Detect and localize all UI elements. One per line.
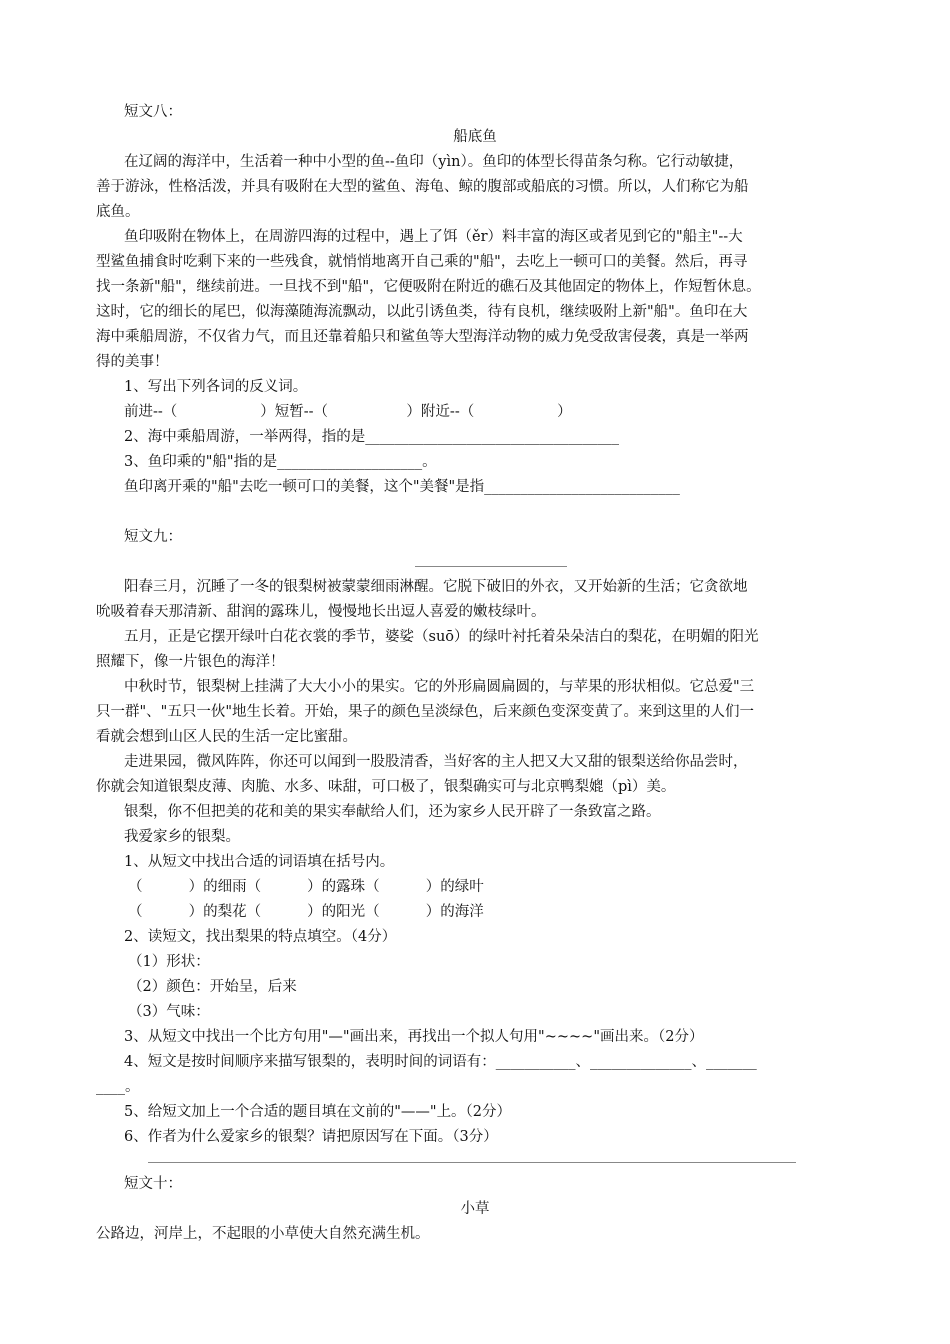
section-heading-9: 短文九： [124,529,182,545]
paragraph-line: 走进果园，微风阵阵，你还可以闻到一股股清香，当好客的主人把又大又甜的银梨送给你品尝时， [124,754,748,770]
question-6: 6、作者为什么爱家乡的银梨？请把原因写在下面。（3分） [124,1129,498,1145]
paragraph-line: 底鱼。 [96,204,140,220]
paragraph-line: 我爱家乡的银梨。 [124,829,240,845]
question-2: 2、海中乘船周游，一举两得，指的是___________________________________ [124,429,619,445]
title-blank-line [415,566,567,567]
paragraph-line: 银梨，你不但把美的花和美的果实奉献给人们，还为家乡人民开辟了一条致富之路。 [124,804,661,820]
paragraph-line: 中秋时节，银梨树上挂满了大大小小的果实。它的外形扁圆扁圆的，与苹果的形状相似。它总爱"三 [124,679,755,695]
paragraph-line: 只一群"、"五只一伙"地生长着。开始，果子的颜色呈淡绿色，后来颜色变深变黄了。来到这里的人们一 [96,704,755,720]
question-2-item: （2）颜色：开始呈，后来 [128,979,297,995]
paragraph-line: 五月，正是它摆开绿叶白花衣裳的季节，婆娑（suō）的绿叶衬托着朵朵洁白的梨花，在明媚的阳光 [124,629,759,645]
passage-title-8: 船底鱼 [453,129,497,145]
paragraph-line: 找一条新"船"，继续前进。一旦找不到"船"，它便吸附在附近的礁石及其他固定的物体上，作短暂休息。 [96,279,761,295]
question-1-items: 前进--（ ）短暂--（ ）附近--（ ） [124,404,572,420]
paragraph-line: 在辽阔的海洋中，生活着一种中小型的鱼--鱼印（yìn）。鱼印的体型长得苗条匀称。它行动敏捷， [124,154,744,170]
paragraph-line: 鱼印吸附在物体上，在周游四海的过程中，遇上了饵（ěr）料丰富的海区或者见到它的"船主"--大 [124,229,743,245]
paragraph-line: 善于游泳，性格活泼，并具有吸附在大型的鲨鱼、海龟、鲸的腹部或船底的习惯。所以，人们称它为船 [96,179,749,195]
paragraph-line: 型鲨鱼捕食时吃剩下来的一些残食，就悄悄地离开自己乘的"船"，去吃上一顿可口的美餐。然后，再寻 [96,254,748,270]
question-4: 4、短文是按时间顺序来描写银梨的，表明时间的词语有：___________、______________、_______ [124,1054,757,1070]
answer-line [148,1162,796,1163]
section-heading-10: 短文十： [124,1176,182,1192]
paragraph-line: 照耀下，像一片银色的海洋！ [96,654,285,670]
paragraph-line: 吮吸着春天那清新、甜润的露珠儿，慢慢地长出逗人喜爱的嫩枝绿叶。 [96,604,546,620]
question-2-item: （3）气味： [128,1004,210,1020]
question-1: 1、从短文中找出合适的词语填在括号内。 [124,854,395,870]
question-2-item: （1）形状： [128,954,210,970]
question-3: 3、从短文中找出一个比方句用"—"画出来，再找出一个拟人句用"~~~~"画出来。（2分） [124,1029,704,1045]
question-2: 2、读短文，找出梨果的特点填空。（4分） [124,929,397,945]
question-1-row: （ ）的细雨（ ）的露珠（ ）的绿叶 [128,879,484,895]
question-3: 3、鱼印乘的"船"指的是____________________。 [124,454,437,470]
question-1: 1、写出下列各词的反义词。 [124,379,308,395]
section-heading-8: 短文八： [124,104,182,120]
paragraph-line: 公路边，河岸上，不起眼的小草使大自然充满生机。 [96,1226,430,1242]
question-5: 5、给短文加上一个合适的题目填在文前的"——"上。（2分） [124,1104,512,1120]
question-4: 鱼印离开乘的"船"去吃一顿可口的美餐，这个"美餐"是指___________________________ [124,479,680,495]
paragraph-line: 得的美事！ [96,354,169,370]
question-1-row: （ ）的梨花（ ）的阳光（ ）的海洋 [128,904,484,920]
paragraph-line: 你就会知道银梨皮薄、肉脆、水多、味甜，可口极了，银梨确实可与北京鸭梨媲（pì）美。 [96,779,676,795]
paragraph-line: 海中乘船周游，不仅省力气，而且还靠着船只和鲨鱼等大型海洋动物的威力免受敌害侵袭，真是一举两 [96,329,749,345]
question-4-cont: ____。 [96,1079,140,1095]
paragraph-line: 看就会想到山区人民的生活一定比蜜甜。 [96,729,357,745]
passage-title-10: 小草 [460,1201,490,1217]
paragraph-line: 阳春三月，沉睡了一冬的银梨树被蒙蒙细雨淋醒。它脱下破旧的外衣，又开始新的生活；它贪欲地 [124,579,748,595]
paragraph-line: 这时，它的细长的尾巴，似海藻随海流飘动，以此引诱鱼类，待有良机，继续吸附上新"船"。鱼印在大 [96,304,748,320]
